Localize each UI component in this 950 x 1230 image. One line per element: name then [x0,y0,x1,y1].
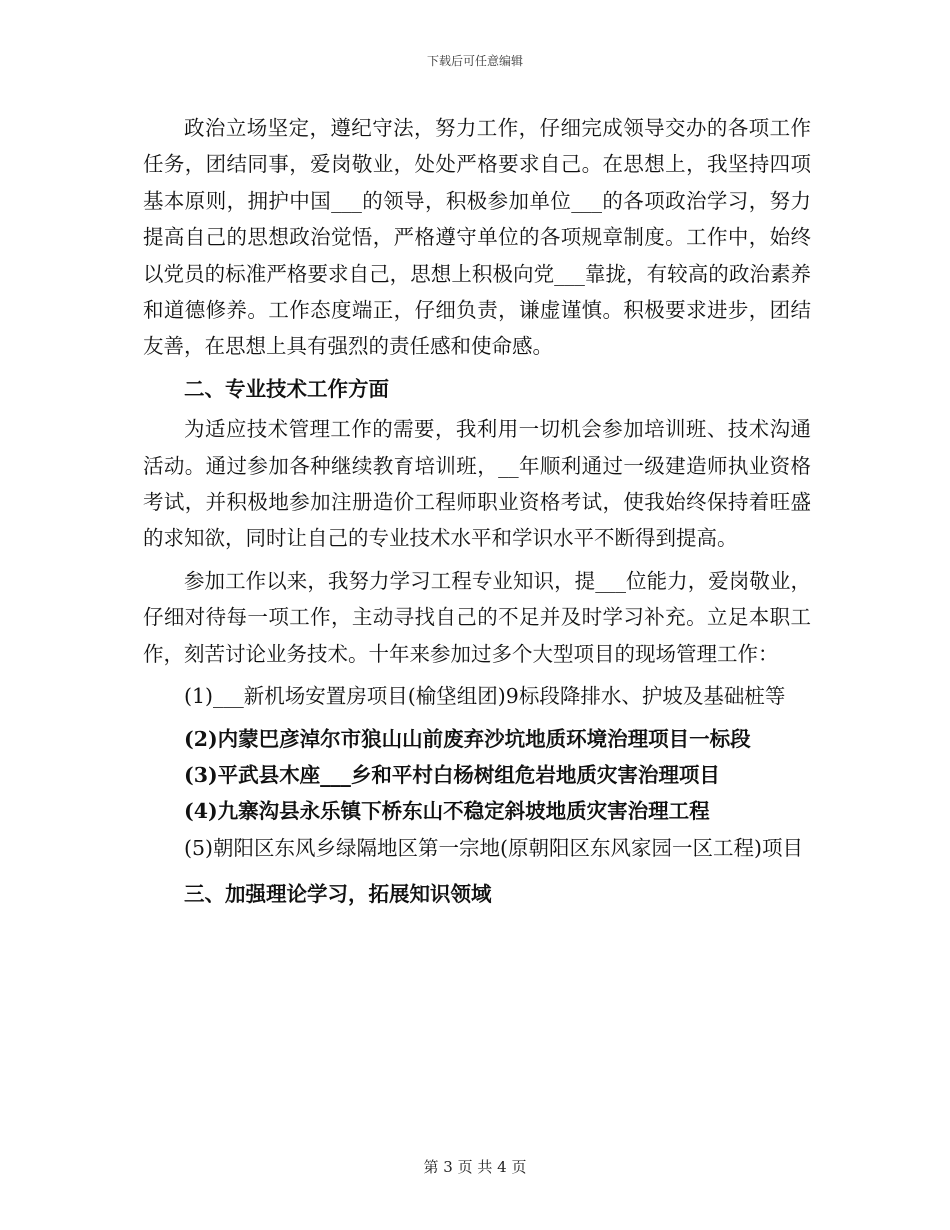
paragraph-political: 政治立场坚定，遵纪守法，努力工作，仔细完成领导交办的各项工作任务，团结同事，爱岗敬业，处处严格要求自己。在思想上，我坚持四项基本原则，拥护中国___的领导，积极参加单位___的各项政治学习，努力提高自己的思想政治觉悟，严格遵守单位的各项规章制度。工作中，始终以党员的标准严格要求自己，思想上积极向党___靠拢，有较高的政治素养和道德修养。工作态度端正，仔细负责，谦虚谨慎。积极要求进步，团结友善，在思想上具有强烈的责任感和使命感。 [143,116,811,359]
project-item-2: (2)内蒙巴彦淖尔市狼山山前废弃沙坑地质环境治理项目一标段 [184,726,751,751]
page-number: 第 3 页 共 4 页 [423,1158,527,1176]
project-item-5: (5)朝阳区东风乡绿隔地区第一宗地(原朝阳区东风家园一区工程)项目 [184,835,804,860]
section-heading-professional: 二、专业技术工作方面 [184,376,389,401]
page-header-note: 下载后可任意编辑 [426,54,523,68]
project-item-1: (1)___新机场安置房项目(榆垡组团)9标段降排水、护坡及基础桩等 [184,684,786,709]
paragraph-work-experience: 参加工作以来，我努力学习工程专业知识，提___位能力，爱岗敬业，仔细对待每一项工作，主动寻找自己的不足并及时学习补充。立足本职工作，刻苦讨论业务技术。十年来参加过多个大型项目的现场管理工作： [143,568,811,666]
paragraph-training: 为适应技术管理工作的需要，我利用一切机会参加培训班、技术沟通活动。通过参加各种继续教育培训班，__年顺利通过一级建造师执业资格考试，并积极地参加注册造价工程师职业资格考试，使我始终保持着旺盛的求知欲，同时让自己的专业技术水平和学识水平不断得到提高。 [143,417,811,551]
document-body [143,110,811,917]
project-item-4: (4)九寨沟县永乐镇下桥东山不稳定斜坡地质灾害治理工程 [184,799,710,824]
section-heading-theory: 三、加强理论学习，拓展知识领域 [184,882,492,907]
project-item-3: (3)平武县木座___乡和平村白杨树组危岩地质灾害治理项目 [184,762,720,787]
